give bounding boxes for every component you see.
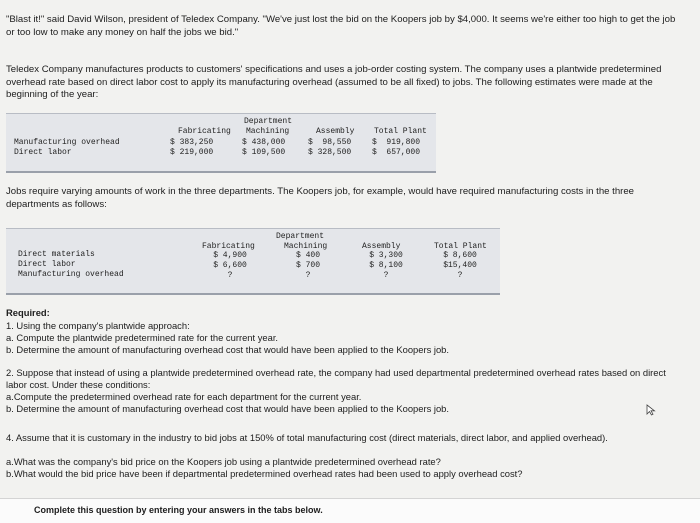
table2-cell: ? [457,271,463,280]
question-4a: a.What was the company's bid price on the Koopers job using a plantwide predetermined overhead rate? [6,456,441,467]
jobs-description: Jobs require varying amounts of work in the three departments. The Koopers job, for example, would have required manufacturing costs in the three departments as follows: [6,186,635,210]
table1-row-label: Direct labor [14,148,72,157]
question-4b: b.What would the bid price have been if departmental predetermined overhead rates had been used to apply overhead cost? [6,468,523,479]
table1-cell: $ 657,000 [372,148,421,157]
question-2: 2. Suppose that instead of using a plantwide predetermined overhead rate, the company had used departmental predetermined overhead rates based on direct labor cost. Under these conditions: [6,367,666,390]
table2-group-header: Department [276,232,325,241]
question-2a: a.Compute the predetermined overhead rate for each department for the current year. [6,391,362,402]
table1-col-machining: Machining [246,127,290,136]
table2-row-label: Manufacturing overhead [18,270,124,279]
table2-col-total: Total Plant [434,242,487,251]
question-1: 1. Using the company's plantwide approach: [6,320,190,331]
table1-col-fabricating: Fabricating [178,127,231,136]
table2-cell: $ 3,300 [369,251,403,260]
company-description: Teledex Company manufactures products to customers' specifications and uses a job-order costing system. The company uses a plantwide predetermined overhead rate based on direct labor cost to apply its manufacturing overhead (assumed to be all fixed) to jobs. The following estimates were made at the beginning of the year: [6,64,662,100]
instruction-bar [0,498,700,523]
table2-col-machining: Machining [284,242,328,251]
table2-cell: $ 4,900 [213,251,247,260]
table2-cell: $ 400 [295,251,320,260]
table2-cell: $ 8,100 [369,261,403,270]
question-1b: b. Determine the amount of manufacturing overhead cost that would have been applied to the Koopers job. [6,344,449,355]
instruction-text: Complete this question by entering your answers in the tabs below. [34,505,323,515]
required-heading: Required: [6,307,50,318]
table1-cell: $ 328,500 [308,148,352,157]
estimates-table [6,113,436,173]
table2-row-label: Direct labor [18,260,76,269]
question-2b: b. Determine the amount of manufacturing overhead cost that would have been applied to the Koopers job. [6,403,449,414]
table2-cell: $ 8,600 [443,251,477,260]
table1-col-total: Total Plant [374,127,427,136]
table2-cell: $ 6,600 [213,261,247,270]
table1-group-header: Department [244,117,293,126]
table1-cell: $ 109,500 [242,148,286,157]
intro-quote: "Blast it!" said David Wilson, president of Teledex Company. "We've just lost the bid on the Koopers job by $4,000. It seems we're either too high to get the job or too low to make any money on half the jobs we bid." [6,14,676,38]
table1-cell: $ 438,000 [242,138,286,147]
question-4: 4. Assume that it is customary in the industry to bid jobs at 150% of total manufacturing cost (direct materials, direct labor, and applied overhead). [6,432,608,443]
mouse-cursor-icon [646,404,658,416]
table1-cell: $ 98,550 [308,138,352,147]
table2-cell: ? [305,271,311,280]
koopers-job-table [6,228,500,295]
question-1a: a. Compute the plantwide predetermined rate for the current year. [6,332,279,343]
table1-col-assembly: Assembly [316,127,355,136]
table2-row-label: Direct materials [18,250,95,259]
table1-cell: $ 219,000 [170,148,214,157]
table1-cell: $ 919,800 [372,138,421,147]
table2-col-assembly: Assembly [362,242,401,251]
table1-row-label: Manufacturing overhead [14,138,120,147]
table2-cell: ? [227,271,233,280]
table2-cell: $15,400 [443,261,477,270]
table2-col-fabricating: Fabricating [202,242,255,251]
table1-cell: $ 383,250 [170,138,214,147]
table2-cell: $ 700 [295,261,320,270]
table2-cell: ? [383,271,389,280]
